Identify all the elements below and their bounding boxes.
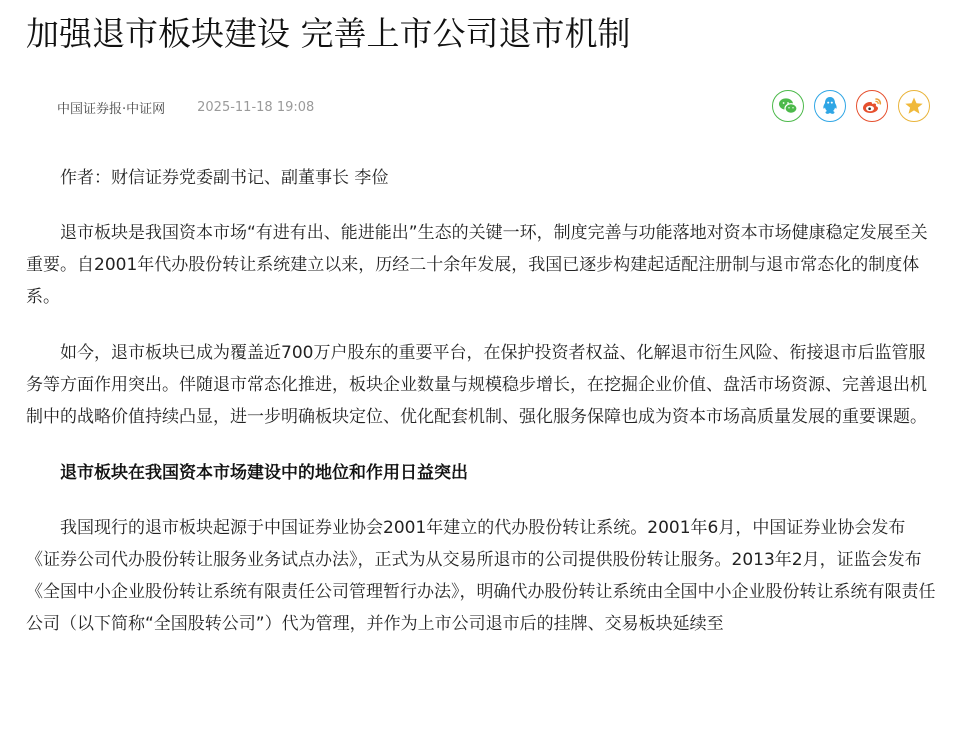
share-weibo-button[interactable] xyxy=(856,90,888,122)
article-meta xyxy=(57,96,314,118)
article-author: 作者：财信证券党委副书记、副董事长 李俭 xyxy=(60,168,389,188)
star-icon xyxy=(904,96,924,116)
article-paragraph: 我国现行的退市板块起源于中国证券业协会2001年建立的代办股份转让系统。2001年6月，中国证券业协会发布《证券公司代办股份转让服务业务试点办法》，正式为从交易所退市的公司提供股份转让服务。2013年2月，证监会发布《全国中小企业股份转让系统有限责任公司管理暂行办法》，明确代办股份转让系统由全国中小企业股份转让系统有限责任公司（以下简称“全国股转公司”）代为管理，并作为上市公司退市后的挂牌、交易板块延续至 xyxy=(26,518,936,634)
share-wechat-button[interactable] xyxy=(772,90,804,122)
article-title: 加强退市板块建设 完善上市公司退市机制 xyxy=(26,14,631,53)
article-date: 2025-11-18 19:08 xyxy=(197,99,315,115)
article-paragraph: 退市板块是我国资本市场“有进有出、能进能出”生态的关键一环，制度完善与功能落地对资本市场健康稳定发展至关重要。自2001年代办股份转让系统建立以来，历经二十余年发展，我国已逐步构建起适配注册制与退市常态化的制度体系。 xyxy=(26,223,928,307)
wechat-icon xyxy=(778,97,798,115)
weibo-icon xyxy=(862,97,882,115)
share-qq-button[interactable] xyxy=(814,90,846,122)
section-heading: 退市板块在我国资本市场建设中的地位和作用日益突出 xyxy=(60,463,468,483)
share-bar xyxy=(772,90,930,122)
article-source: 中国证券报·中证网 xyxy=(57,101,166,117)
article-paragraph: 如今，退市板块已成为覆盖近700万户股东的重要平台，在保护投资者权益、化解退市衍生风险、衔接退市后监管服务等方面作用突出。伴随退市常态化推进，板块企业数量与规模稳步增长，在挖掘企业价值、盘活市场资源、完善退出机制中的战略价值持续凸显，进一步明确板块定位、优化配套机制、强化服务保障也成为资本市场高质量发展的重要课题。 xyxy=(26,343,927,427)
favorite-button[interactable] xyxy=(898,90,930,122)
qq-icon xyxy=(821,96,839,116)
article-body xyxy=(26,162,936,664)
